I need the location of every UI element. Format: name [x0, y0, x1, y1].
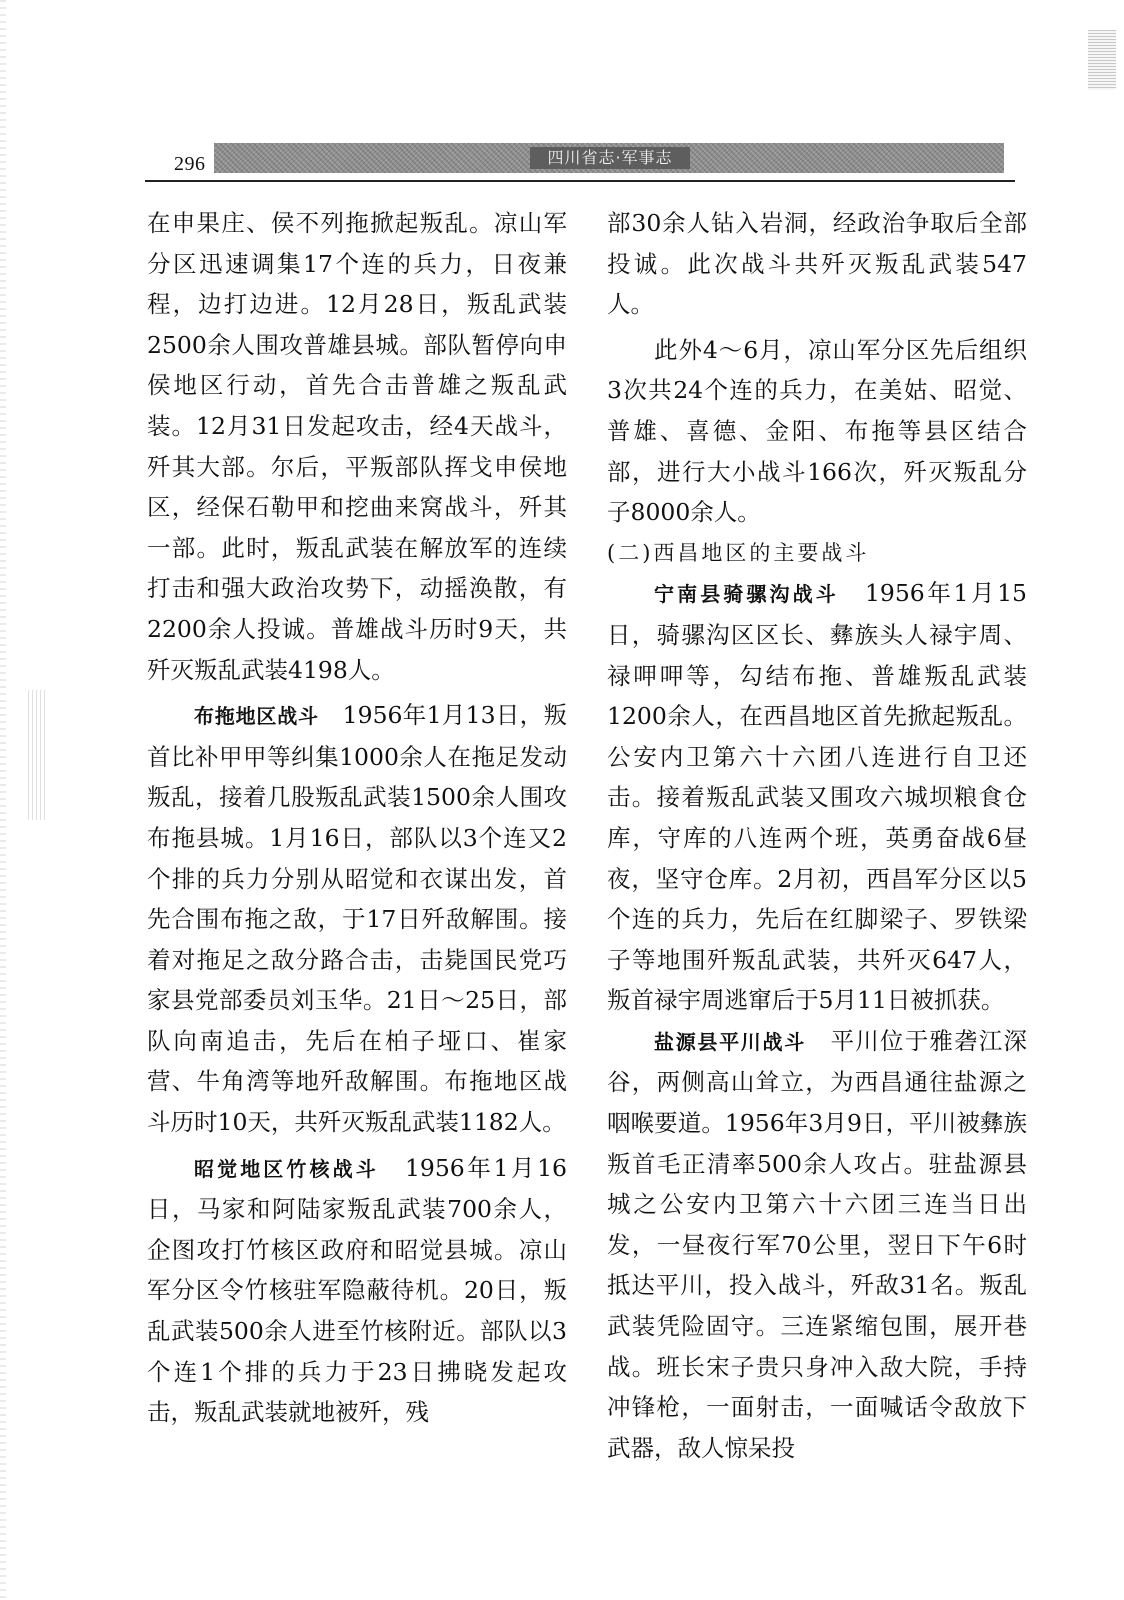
paragraph [607, 1021, 1027, 1469]
paragraph-heading: 宁南县骑骡沟战斗 [654, 582, 839, 607]
paragraph-body: 平川位于雅砻江深谷，两侧高山耸立，为西昌通往盐源之咽喉要道。1956年3月9日，平川被彝族叛首毛正清率500余人攻占。驻盐源县城之公安内卫第六十六团三连当日出发，一昼夜行军70公里，翌日下午6时抵达平川，投入战斗，歼敌31名。叛乱武装凭险固守。三连紧缩包围，展开巷战。班长宋子贵只身冲入敌大院，手持冲锋枪，一面射击，一面喊话令敌放下武器，敌人惊呆投 [607, 1026, 1028, 1462]
paragraph [607, 573, 1027, 1021]
scan-smudge-right [1088, 30, 1116, 90]
section-heading: (二)西昌地区的主要战斗 [607, 540, 870, 565]
paragraph: 此外4～6月，凉山军分区先后组织3次共24个连的兵力，在美姑、昭觉、普雄、喜德、金阳、布拖等县区结合部，进行大小战斗166次，歼灭叛乱分子8000余人。 [607, 335, 1027, 527]
paragraph-heading: 布拖地区战斗 [194, 704, 319, 729]
scan-smudge-left [28, 690, 48, 820]
right-column [607, 203, 1027, 1468]
paragraph: 部30余人钻入岩洞，经政治争取后全部投诚。此次战斗共歼灭叛乱武装547人。 [607, 209, 1027, 319]
paragraph [147, 1148, 567, 1433]
paragraph-body: 1956年1月15日，骑骡沟区区长、彝族头人禄宇周、禄呷呷等，勾结布拖、普雄叛乱武装1200余人，在西昌地区首先掀起叛乱。公安内卫第六十六团八连进行自卫还击。接着叛乱武装又围攻六城坝粮食仓库，守库的八连两个班，英勇奋战6昼夜，坚守仓库。2月初，西昌军分区以5个连的兵力，先后在红脚梁子、罗铁梁子等地围歼叛乱武装，共歼灭647人，叛首禄宇周逃窜后于5月11日被抓获。 [607, 579, 1028, 1015]
header-rule [145, 180, 1015, 182]
paragraph-heading: 盐源县平川战斗 [654, 1029, 806, 1054]
left-column [147, 203, 567, 1433]
paragraph-body: 1956年1月13日，叛首比补甲甲等纠集1000余人在拖足发动叛乱，接着几股叛乱武装1500余人围攻布拖县城。1月16日，部队以3个连又2个排的兵力分别从昭觉和衣谋出发，首先合围布拖之敌，于17日歼敌解围。接着对拖足之敌分路合击，击毙国民党巧家县党部委员刘玉华。21日～25日，部队向南追击，先后在柏子垭口、崔家营、牛角湾等地歼敌解围。布拖地区战斗历时10天，共歼灭叛乱武装1182人。 [147, 701, 567, 1137]
paragraph-body: 1956年1月16日，马家和阿陆家叛乱武装700余人，企图攻打竹核区政府和昭觉县城。凉山军分区令竹核驻军隐蔽待机。20日，叛乱武装500余人进至竹核附近。部队以3个连1个排的兵力于23日拂晓发起攻击，叛乱武装就地被歼，残 [147, 1153, 568, 1427]
running-header-title: 四川省志·军事志 [530, 147, 690, 169]
paragraph [147, 695, 567, 1143]
paragraph: 在申果庄、侯不列拖掀起叛乱。凉山军分区迅速调集17个连的兵力，日夜兼程，边打边进。12月28日，叛乱武装2500余人围攻普雄县城。部队暂停向申侯地区行动，首先合击普雄之叛乱武装。12月31日发起攻击，经4天战斗，歼其大部。尔后，平叛部队挥戈申侯地区，经保石勒甲和挖曲来窝战斗，歼其一部。此时，叛乱武装在解放军的连续打击和强大政治攻势下，动摇涣散，有2200余人投诚。普雄战斗历时9天，共歼灭叛乱武装4198人。 [147, 209, 567, 684]
paragraph-heading: 昭觉地区竹核战斗 [194, 1156, 379, 1181]
page-number: 296 [174, 153, 206, 175]
scan-edge-left [0, 0, 6, 1600]
